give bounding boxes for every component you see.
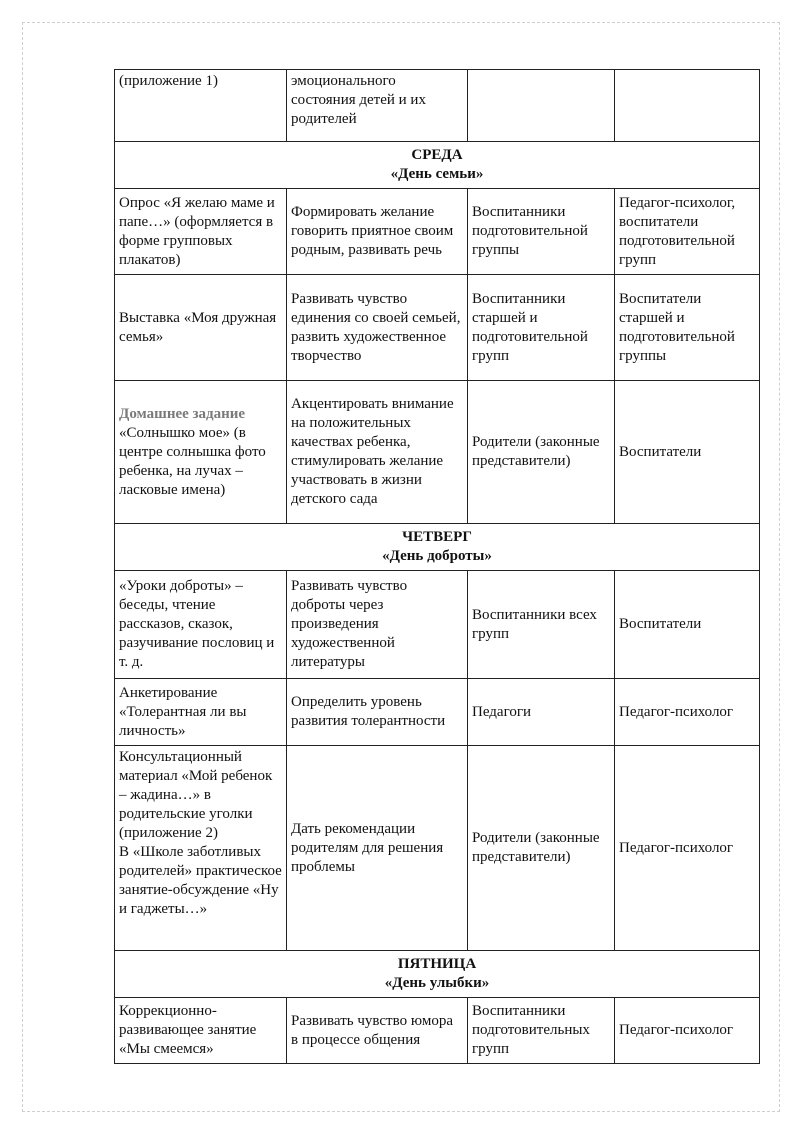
goal-cell: Дать рекомендации родителям для решения проблемы bbox=[287, 746, 468, 951]
goal-cell: Определить уровень развития толерантности bbox=[287, 679, 468, 746]
table-row bbox=[115, 746, 760, 951]
goal-cell: Акцентировать внимание на положительных качествах ребенка, стимулировать желание участвовать в жизни детского сада bbox=[287, 381, 468, 524]
table-row bbox=[115, 70, 760, 142]
day-name: ПЯТНИЦА bbox=[397, 956, 477, 972]
day-header bbox=[115, 142, 760, 189]
goal-cell: Формировать желание говорить приятное своим родным, развивать речь bbox=[287, 189, 468, 275]
event-cell: Опрос «Я желаю маме и папе…» (оформляется в форме групповых плакатов) bbox=[115, 189, 287, 275]
responsible-cell: Педагог-психолог, воспитатели подготовительной групп bbox=[615, 189, 760, 275]
day-theme: «День улыбки» bbox=[384, 975, 490, 991]
day-header bbox=[115, 524, 760, 571]
participants-cell bbox=[468, 70, 615, 142]
table-row bbox=[115, 998, 760, 1064]
day-name: СРЕДА bbox=[411, 147, 463, 163]
responsible-cell: Педагог-психолог bbox=[615, 679, 760, 746]
table-row bbox=[115, 189, 760, 275]
event-cell bbox=[115, 381, 287, 524]
day-theme: «День семьи» bbox=[390, 166, 484, 182]
participants-cell: Воспитанники всех групп bbox=[468, 571, 615, 679]
event-text: Консультационный материал «Мой ребенок – жадина…» в родительские уголки (приложение 2) bbox=[119, 749, 273, 841]
day-header-row bbox=[115, 524, 760, 571]
participants-cell: Педагоги bbox=[468, 679, 615, 746]
responsible-cell: Педагог-психолог bbox=[615, 746, 760, 951]
goal-cell: Развивать чувство доброты через произведения художественной литературы bbox=[287, 571, 468, 679]
table-row bbox=[115, 679, 760, 746]
goal-cell: Развивать чувство единения со своей семьей, развить художественное творчество bbox=[287, 275, 468, 381]
table-row bbox=[115, 381, 760, 524]
day-name: ЧЕТВЕРГ bbox=[402, 529, 472, 545]
responsible-cell: Воспитатели bbox=[615, 571, 760, 679]
homework-label: Домашнее задание bbox=[119, 405, 246, 422]
event-cell: (приложение 1) bbox=[115, 70, 287, 142]
event-text: В «Школе заботливых родителей» практическое занятие-обсуждение «Ну и гаджеты…» bbox=[119, 844, 282, 917]
event-cell bbox=[115, 746, 287, 951]
responsible-cell: Воспитатели bbox=[615, 381, 760, 524]
goal-cell: Развивать чувство юмора в процессе общения bbox=[287, 998, 468, 1064]
responsible-cell: Воспитатели старшей и подготовительной группы bbox=[615, 275, 760, 381]
event-cell: «Уроки доброты» – беседы, чтение рассказов, сказок, разучивание пословиц и т. д. bbox=[115, 571, 287, 679]
goal-cell: эмоционального состояния детей и их родителей bbox=[287, 70, 468, 142]
participants-cell: Воспитанники подготовительной группы bbox=[468, 189, 615, 275]
day-theme: «День доброты» bbox=[382, 548, 492, 564]
event-cell: Выставка «Моя дружная семья» bbox=[115, 275, 287, 381]
participants-cell: Родители (законные представители) bbox=[468, 381, 615, 524]
responsible-cell: Педагог-психолог bbox=[615, 998, 760, 1064]
day-header bbox=[115, 951, 760, 998]
event-cell: Коррекционно-развивающее занятие «Мы смеемся» bbox=[115, 998, 287, 1064]
table-row bbox=[115, 275, 760, 381]
table-row bbox=[115, 571, 760, 679]
event-cell: Анкетирование «Толерантная ли вы личность» bbox=[115, 679, 287, 746]
day-header-row bbox=[115, 142, 760, 189]
participants-cell: Воспитанники старшей и подготовительной групп bbox=[468, 275, 615, 381]
activity-plan-table bbox=[114, 69, 760, 1064]
participants-cell: Воспитанники подготовительных групп bbox=[468, 998, 615, 1064]
day-header-row bbox=[115, 951, 760, 998]
participants-cell: Родители (законные представители) bbox=[468, 746, 615, 951]
event-text: «Солнышко мое» (в центре солнышка фото ребенка, на лучах – ласковые имена) bbox=[119, 424, 266, 498]
responsible-cell bbox=[615, 70, 760, 142]
